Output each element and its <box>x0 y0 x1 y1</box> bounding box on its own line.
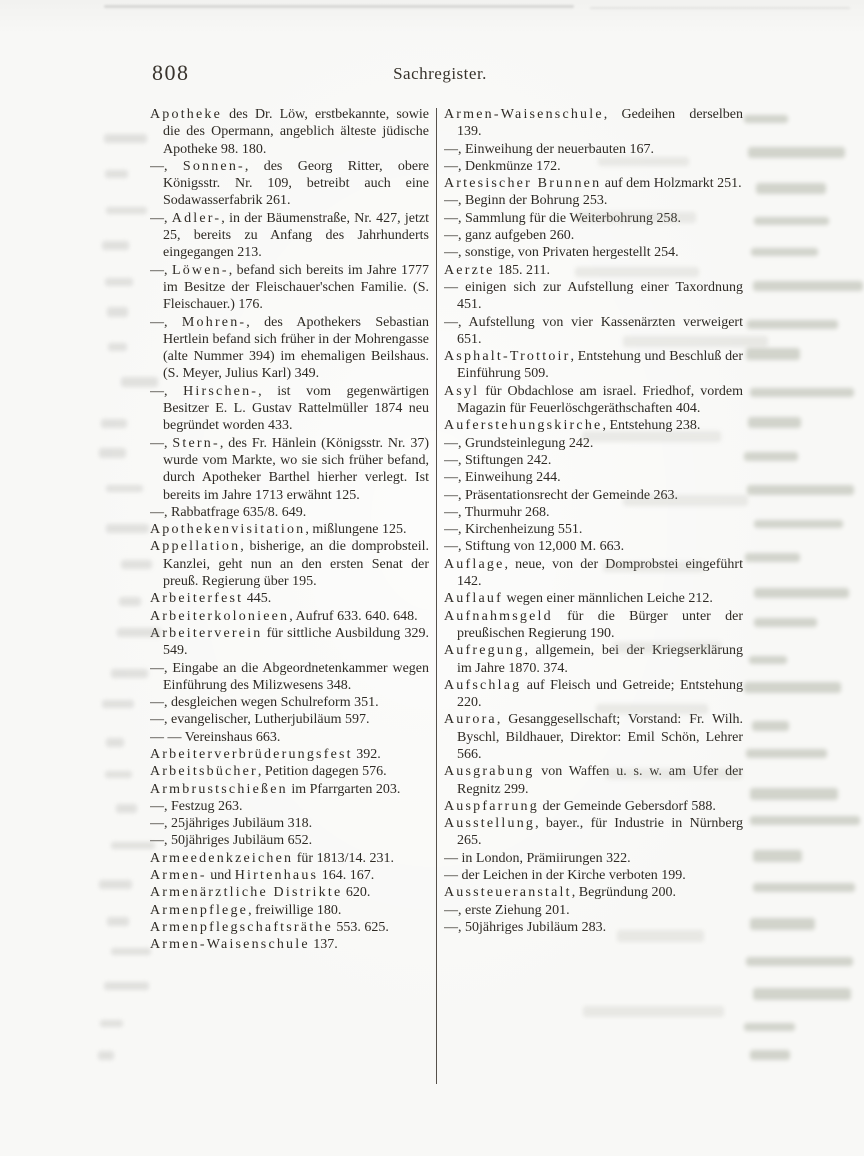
entry-text: auf dem Holzmarkt 251. <box>601 176 742 192</box>
entry-headword: Armenpflegschaftsräthe <box>150 919 333 935</box>
bleed-through-smudge <box>744 115 788 123</box>
entry-text: für 1813/14. 231. <box>293 850 394 866</box>
entry-headword: Adler- <box>171 210 222 226</box>
index-entry <box>444 521 743 538</box>
bleed-through-smudge <box>99 880 132 889</box>
index-entry <box>150 435 429 504</box>
entry-text: —, erste Ziehung 201. <box>444 902 570 918</box>
index-entry <box>150 936 429 953</box>
bleed-through-smudge <box>744 1023 795 1031</box>
entry-headword: Stern- <box>172 435 220 451</box>
index-entry <box>150 850 429 867</box>
bleed-through-smudge <box>107 917 129 926</box>
entry-headword: Arbeiterverbrüderungsfest <box>150 746 353 762</box>
entry-headword: Ausstellung <box>444 816 536 832</box>
entry-text: 445. <box>243 591 272 607</box>
bleed-through-smudge <box>747 485 854 495</box>
entry-text: —, Einweihung 244. <box>444 470 561 486</box>
entry-headword: Armen-Waisenschule <box>150 937 310 953</box>
index-entry <box>444 348 743 383</box>
entry-headword: Armen-Waisenschule <box>444 107 604 122</box>
entry-text: , Gedeihen derselben 139. <box>457 107 743 140</box>
bleed-through-smudge <box>605 769 742 779</box>
entry-text: , Begründung 200. <box>571 885 676 901</box>
index-entry <box>150 262 429 314</box>
entry-headword: Auflage <box>444 556 505 572</box>
bleed-through-smudge <box>598 157 689 166</box>
index-entry <box>150 660 429 695</box>
bleed-through-smudge <box>746 957 852 965</box>
entry-text: —, Denkmünze 172. <box>444 158 561 174</box>
bleed-through-smudge <box>756 183 826 194</box>
index-entry <box>444 590 743 607</box>
bleed-through-smudge <box>116 804 137 813</box>
entry-text: —, 50jähriges Jubiläum 652. <box>150 833 313 849</box>
entry-text: —, 25jähriges Jubiläum 318. <box>150 816 313 832</box>
entry-headword: Appellation <box>150 539 241 555</box>
bleed-through-smudge <box>98 1051 114 1059</box>
column-divider-rule <box>436 108 437 1084</box>
entry-text: —, desgleichen wegen Schulreform 351. <box>150 695 379 711</box>
entry-text: , Entstehung 238. <box>602 418 701 434</box>
bleed-through-smudge <box>106 524 149 533</box>
bleed-through-smudge <box>746 348 800 360</box>
index-entry <box>150 694 429 711</box>
page-number: 808 <box>152 60 190 85</box>
entry-text: —, Festzug 263. <box>150 798 243 814</box>
entry-text: für die Bürger unter der preußischen Regierung 190. <box>457 608 743 641</box>
bleed-through-smudge <box>102 241 130 250</box>
bleed-through-smudge <box>582 431 721 442</box>
entry-headword: Apotheke <box>150 107 223 122</box>
bleed-through-smudge <box>745 553 800 561</box>
entry-text: , bisherige, an die domprobsteil. Kanzlei, geht nun an den ersten Senat der preuß. Regierung über 195. <box>163 539 429 590</box>
entry-headword: Aussteueranstalt <box>444 885 572 901</box>
bleed-through-smudge <box>754 520 843 529</box>
entry-headword: Armenpflege <box>150 902 249 918</box>
bleed-through-smudge <box>111 948 151 955</box>
entry-text: —, Sammlung für die Weiterbohrung 258. <box>444 210 681 226</box>
index-entry <box>444 244 743 261</box>
entry-text: — einigen sich zur Aufstellung einer Taxordnung 451. <box>444 279 743 313</box>
index-entry <box>444 469 743 486</box>
scan-edge-artifact <box>590 7 850 9</box>
bleed-through-smudge <box>617 930 704 942</box>
entry-headword: Armen- <box>150 868 207 884</box>
index-entry <box>150 763 429 780</box>
bleed-through-smudge <box>749 656 788 665</box>
entry-text: —, <box>150 262 172 278</box>
entry-headword: Aerzte <box>444 262 495 278</box>
entry-headword: Auflauf <box>444 591 503 607</box>
index-entry <box>150 625 429 660</box>
index-entry <box>444 850 743 867</box>
index-entry <box>444 815 743 850</box>
bleed-through-smudge <box>751 248 819 257</box>
index-entry <box>150 521 429 538</box>
bleed-through-smudge <box>106 207 147 214</box>
bleed-through-smudge <box>105 771 132 778</box>
bleed-through-smudge <box>111 842 156 850</box>
bleed-through-smudge <box>102 700 134 708</box>
bleed-through-smudge <box>107 307 128 317</box>
index-entry <box>150 798 429 815</box>
index-entry <box>150 867 429 884</box>
bleed-through-smudge <box>752 721 789 731</box>
entry-headword: Auspfarrung <box>444 798 539 814</box>
entry-headword: Apothekenvisitation <box>150 522 306 538</box>
index-entry <box>150 504 429 521</box>
index-entry <box>150 210 429 262</box>
entry-text: , des Georg Ritter, obere Königsstr. Nr. 109, betreibt auch eine Sodawasserfabrik 261. <box>163 158 429 209</box>
bleed-through-smudge <box>104 982 149 990</box>
entry-text: des Dr. Löw, erstbekannte, sowie die des Opermann, angeblich älteste jüdische Apotheke 98. 180. <box>163 107 429 157</box>
entry-headword: Arbeitsbücher <box>150 764 258 780</box>
bleed-through-smudge <box>750 388 854 397</box>
entry-headword: Löwen- <box>171 262 229 278</box>
entry-text: —, Grundsteinlegung 242. <box>444 435 594 451</box>
bleed-through-smudge <box>576 212 696 223</box>
entry-text: , bayer., für Industrie in Nürnberg 265. <box>457 816 743 849</box>
entry-headword: Ausgrabung <box>444 764 535 780</box>
entry-headword: Asyl <box>444 383 480 399</box>
entry-text: , des Fr. Hänlein (Königsstr. Nr. 37) wurde vom Markte, wo sie sich früher befand, durch Apotheker Barthel hierher verlegt. Ist bereits im Jahre 1713 erwähnt 125. <box>163 435 429 503</box>
bleed-through-smudge <box>750 918 815 930</box>
index-entry <box>150 781 429 798</box>
bleed-through-smudge <box>753 988 851 1000</box>
entry-headword: Mohren- <box>181 314 247 330</box>
entry-headword: Aurora <box>444 712 497 728</box>
entry-text: — der Leichen in der Kirche verboten 199. <box>444 868 686 884</box>
entry-text: und <box>206 868 235 884</box>
index-entry <box>444 608 743 643</box>
page-header <box>0 58 864 92</box>
entry-headword: Armenärztliche Distrikte <box>150 885 343 901</box>
entry-text: für sittliche Ausbildung 329. 549. <box>163 625 429 659</box>
entry-text: 137. <box>309 937 338 953</box>
entry-text: 553. 625. <box>332 919 389 935</box>
entry-text: , Entstehung und Beschluß der Einführung 509. <box>457 349 743 382</box>
bleed-through-smudge <box>108 343 126 351</box>
index-entry <box>150 884 429 901</box>
bleed-through-smudge <box>753 883 855 892</box>
entry-text: , freiwillige 180. <box>248 902 342 918</box>
bleed-through-smudge <box>750 816 859 826</box>
entry-text: wegen einer männlichen Leiche 212. <box>502 591 713 607</box>
bleed-through-smudge <box>111 669 148 678</box>
entry-headword: Armbrustschießen <box>150 781 288 797</box>
entry-headword: Arbeiterfest <box>150 591 244 607</box>
bleed-through-smudge <box>101 419 126 428</box>
entry-text: 620. <box>342 885 371 901</box>
entry-text: —, ganz aufgeben 260. <box>444 228 575 244</box>
entry-text: , Gesanggesellschaft; Vorstand: Fr. Wilh. Byschl, Bildhauer, Direktor: Emil Schön, Lehrer 566. <box>457 712 743 762</box>
bleed-through-smudge <box>744 682 841 693</box>
bleed-through-smudge <box>106 738 123 747</box>
entry-headword: Hirtenhaus <box>234 868 319 884</box>
entry-text: , befand sich bereits im Jahre 1777 im Besitze der Fleischauer'schen Familie. (S. Fleischauer.) 176. <box>163 262 429 313</box>
bleed-through-smudge <box>750 1050 790 1060</box>
bleed-through-smudge <box>747 320 838 329</box>
page-title: Sachregister. <box>393 64 487 83</box>
entry-text: —, Stiftungen 242. <box>444 452 552 468</box>
index-entry <box>444 279 743 314</box>
index-entry <box>444 141 743 158</box>
entry-text: —, Aufstellung von vier Kassenärzten verweigert 651. <box>444 314 743 347</box>
index-entry <box>444 556 743 591</box>
entry-headword: Aufschlag <box>444 677 522 693</box>
index-entry <box>444 884 743 901</box>
index-entry <box>444 106 743 141</box>
entry-headword: Asphalt-Trottoir <box>444 349 571 365</box>
index-entry <box>150 919 429 936</box>
entry-text: —, sonstige, von Privaten hergestellt 254. <box>444 245 679 261</box>
bleed-through-smudge <box>105 170 127 178</box>
entry-text: —, <box>150 210 172 226</box>
index-entry <box>150 314 429 383</box>
entry-text: , neue, von der Domprobstei eingeführt 142. <box>457 556 743 590</box>
index-entry <box>444 711 743 763</box>
index-entry <box>150 711 429 728</box>
index-entry <box>150 383 429 435</box>
entry-text: —, 50jähriges Jubiläum 283. <box>444 919 607 935</box>
bleed-through-smudge <box>121 377 158 386</box>
bleed-through-smudge <box>121 560 153 569</box>
index-entry <box>444 227 743 244</box>
entry-text: —, Präsentationsrecht der Gemeinde 263. <box>444 487 679 503</box>
index-entry <box>150 608 429 625</box>
bleed-through-smudge <box>754 588 850 598</box>
index-entry <box>150 106 429 158</box>
bleed-through-smudge <box>748 417 801 428</box>
bleed-through-smudge <box>100 1020 122 1027</box>
entry-text: , des Apothekers Sebastian Hertlein befand sich früher in der Mohrengasse (alte Nummer 394) im ehemaligen Beilshaus. (S. Meyer, Julius Karl) 349. <box>163 314 429 382</box>
index-entry <box>150 729 429 746</box>
entry-headword: Armeedenkzeichen <box>150 850 294 866</box>
entry-headword: Aufregung <box>444 643 525 659</box>
index-entry <box>444 452 743 469</box>
bleed-through-smudge <box>754 618 817 627</box>
bleed-through-smudge <box>744 452 798 461</box>
entry-text: der Gemeinde Gebersdorf 588. <box>538 798 716 814</box>
bleed-through-smudge <box>106 485 143 492</box>
index-entry <box>444 383 743 418</box>
bleed-through-smudge <box>754 217 829 225</box>
entry-text: im Pfarrgarten 203. <box>287 781 401 797</box>
entry-text: , allgemein, bei der Kriegserklärung im Jahre 1870. 374. <box>457 643 743 676</box>
entry-text: auf Fleisch und Getreide; Entstehung 220. <box>457 677 743 711</box>
entry-text: 392. <box>352 746 381 762</box>
index-entry <box>444 158 743 175</box>
index-entry <box>444 175 743 192</box>
scan-edge-artifact <box>104 5 574 8</box>
entry-headword: Artesischer Brunnen <box>444 176 602 192</box>
bleed-through-smudge <box>748 147 846 158</box>
entry-text: —, <box>150 383 184 399</box>
entry-text: für Obdachlose am israel. Friedhof, vordem Magazin für Feuerlöschgeräthschaften 404. <box>457 383 743 417</box>
bleed-through-smudge <box>99 448 126 458</box>
entry-headword: Aufnahmsgeld <box>444 608 553 624</box>
index-entry <box>150 746 429 763</box>
entry-headword: Arbeiterkolonieen <box>150 608 290 624</box>
bleed-through-smudge <box>117 628 160 637</box>
entry-text: —, Einweihung der neuerbauten 167. <box>444 141 654 157</box>
bleed-through-smudge <box>119 597 140 607</box>
bleed-through-smudge <box>575 267 699 278</box>
entry-text: , in der Bäumenstraße, Nr. 427, jetzt 25, bereits zu Anfang des Jahrhunderts eingegangen 213. <box>163 210 429 261</box>
entry-text: —, Eingabe an die Abgeordnetenkammer wegen Einführung des Milizwesens 348. <box>150 660 429 693</box>
entry-headword: Sonnen- <box>182 158 245 174</box>
entry-text: —, evangelischer, Lutherjubiläum 597. <box>150 712 370 728</box>
entry-text: von Waffen u. s. w. am Ufer der Regnitz 299. <box>457 764 743 797</box>
entry-text: —, <box>150 435 173 451</box>
entry-text: , ist vom gegenwärtigen Besitzer E. L. Gustav Rattelmüller 1874 neu begründet worden 433. <box>163 383 429 434</box>
entry-text: , Petition dagegen 576. <box>257 764 387 780</box>
entry-text: — in London, Prämiirungen 322. <box>444 850 631 866</box>
entry-text: , mißlungene 125. <box>305 522 407 538</box>
entry-text: 185. 211. <box>494 262 550 278</box>
bleed-through-smudge <box>623 336 768 347</box>
entry-text: —, <box>150 158 183 174</box>
entry-text: —, Beginn der Bohrung 253. <box>444 193 608 209</box>
index-entry <box>444 867 743 884</box>
index-entry <box>150 815 429 832</box>
index-entry <box>444 798 743 815</box>
index-entry <box>444 902 743 919</box>
bleed-through-smudge <box>596 704 708 713</box>
index-entry <box>150 832 429 849</box>
entry-text: — — Vereinshaus 663. <box>150 729 281 745</box>
index-column-right <box>444 106 743 1100</box>
entry-text: —, Stiftung von 12,000 M. 663. <box>444 539 625 555</box>
bleed-through-smudge <box>603 562 704 572</box>
entry-text: 164. 167. <box>318 868 375 884</box>
bleed-through-smudge <box>746 749 828 758</box>
entry-text: , Aufruf 633. 640. 648. <box>289 608 418 624</box>
entry-text: —, Kirchenheizung 551. <box>444 522 583 538</box>
index-entry <box>444 538 743 555</box>
entry-text: —, Thurmuhr 268. <box>444 504 550 520</box>
bleed-through-smudge <box>750 788 838 799</box>
index-entry <box>150 158 429 210</box>
bleed-through-smudge <box>753 850 802 862</box>
entry-headword: Hirschen- <box>183 383 259 399</box>
index-entry <box>444 192 743 209</box>
bleed-through-smudge <box>105 278 133 286</box>
entry-headword: Arbeiterverein <box>150 625 263 641</box>
entry-text: —, <box>150 314 182 330</box>
bleed-through-smudge <box>104 134 147 144</box>
index-column-left <box>150 106 429 1100</box>
bleed-through-smudge <box>623 495 749 506</box>
index-entry <box>150 538 429 590</box>
entry-text: —, Rabbatfrage 635/8. 649. <box>150 504 307 520</box>
entry-headword: Auferstehungskirche <box>444 418 603 434</box>
index-entry <box>444 504 743 521</box>
bleed-through-smudge <box>583 1006 724 1018</box>
bleed-through-smudge <box>753 281 863 292</box>
index-entry <box>150 902 429 919</box>
index-entry <box>150 590 429 607</box>
bleed-through-smudge <box>613 642 722 654</box>
